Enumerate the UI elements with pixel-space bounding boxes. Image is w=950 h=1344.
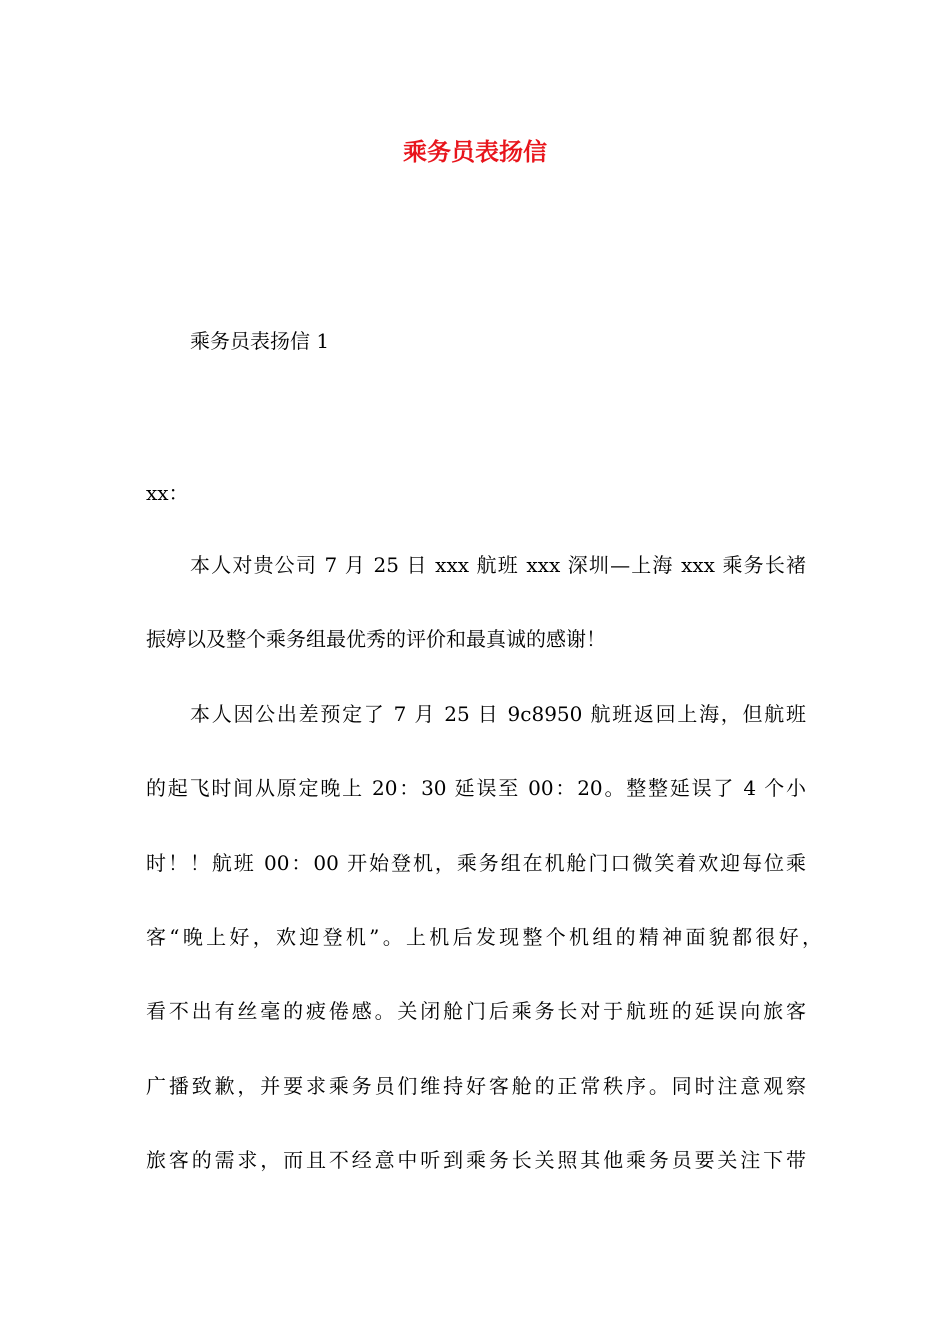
body-line-5: 时！！航班 00：00 开始登机，乘务组在机舱门口微笑着欢迎每位乘 bbox=[146, 851, 806, 875]
body-line-3: 本人因公出差预定了 7 月 25 日 9c8950 航班返回上海，但航班 bbox=[190, 702, 806, 726]
body-line-4: 的起飞时间从原定晚上 20：30 延误至 00：20。整整延误了 4 个小 bbox=[146, 776, 806, 800]
body-line-9: 旅客的需求，而且不经意中听到乘务长关照其他乘务员要关注下带 bbox=[146, 1148, 806, 1172]
body-line-7: 看不出有丝毫的疲倦感。关闭舱门后乘务长对于航班的延误向旅客 bbox=[146, 999, 806, 1023]
salutation: xx： bbox=[146, 481, 189, 505]
body-line-1: 本人对贵公司 7 月 25 日 xxx 航班 xxx 深圳—上海 xxx 乘务长褚 bbox=[190, 553, 806, 577]
page-title: 乘务员表扬信 bbox=[403, 138, 547, 166]
body-line-8: 广播致歉，并要求乘务员们维持好客舱的正常秩序。同时注意观察 bbox=[146, 1074, 806, 1098]
body-line-6: 客“晚上好，欢迎登机”。上机后发现整个机组的精神面貌都很好， bbox=[146, 925, 822, 949]
section-heading: 乘务员表扬信 1 bbox=[190, 329, 330, 353]
body-line-2: 振婷以及整个乘务组最优秀的评价和最真诚的感谢！ bbox=[146, 627, 606, 651]
